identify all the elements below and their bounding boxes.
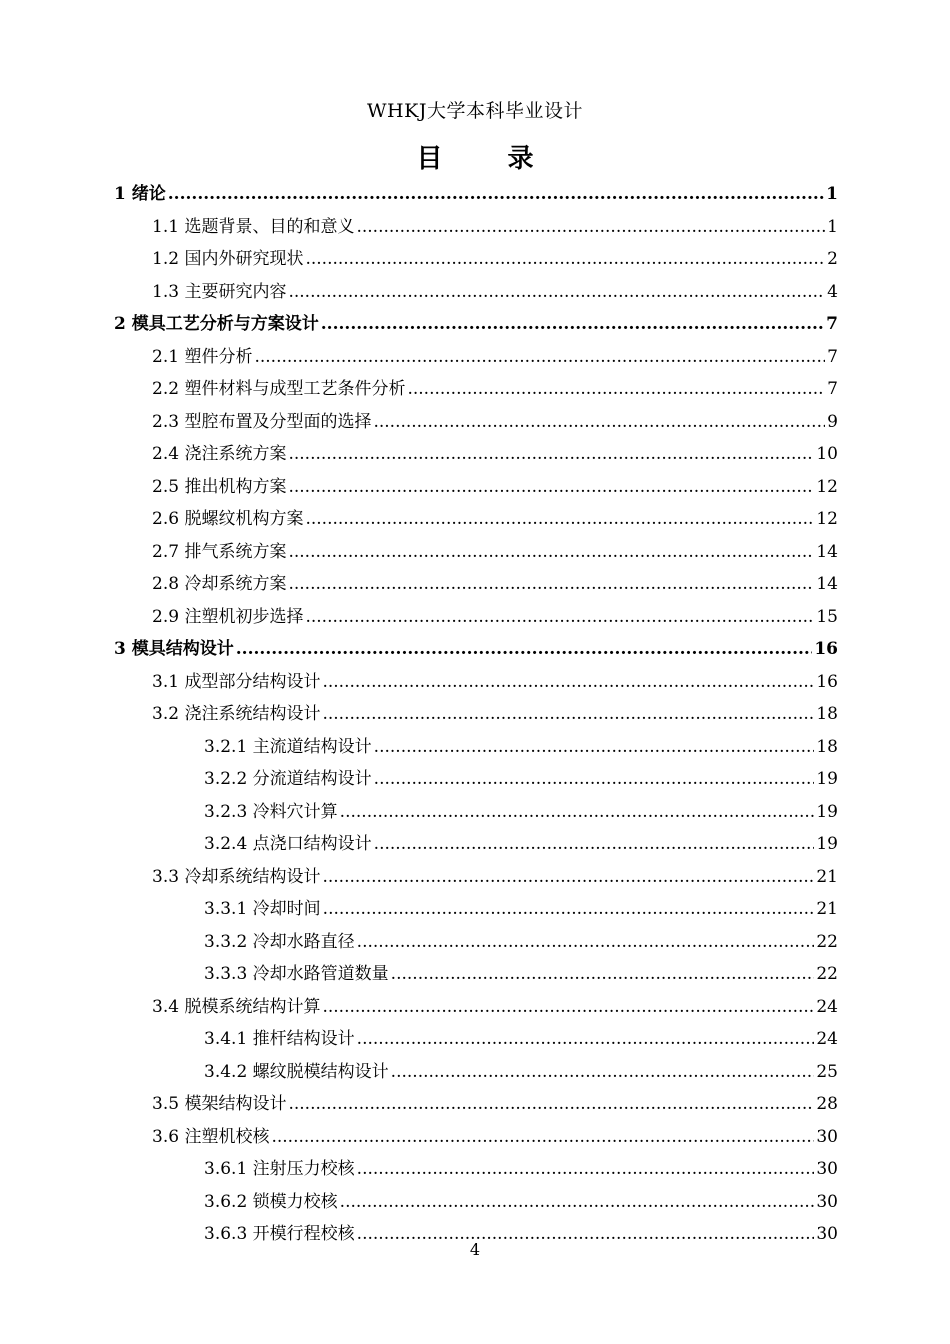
- toc-entry-page: 12: [816, 476, 838, 497]
- toc-entry-page: 15: [816, 606, 838, 627]
- toc-entry[interactable]: [114, 893, 838, 926]
- toc-entry-page: 2: [827, 249, 838, 269]
- toc-entry-label: 3.6.1 注射压力校核: [204, 1159, 355, 1179]
- toc-entry-page: 14: [816, 574, 838, 594]
- toc-entry-label: 1.2 国内外研究现状: [152, 249, 304, 269]
- toc-entry[interactable]: [114, 503, 838, 536]
- toc-entry[interactable]: [114, 568, 838, 601]
- dot-leader: [288, 568, 814, 601]
- toc-entry[interactable]: [114, 958, 838, 991]
- toc-entry[interactable]: [114, 211, 838, 244]
- toc-entry-page: 7: [827, 346, 838, 367]
- dot-leader: [288, 276, 825, 309]
- toc-entry-label: 3 模具结构设计: [114, 639, 234, 659]
- toc-entry[interactable]: [114, 698, 838, 731]
- toc-entry-page: 7: [827, 379, 838, 399]
- toc-entry-label: 3.3.3 冷却水路管道数量: [204, 964, 389, 984]
- toc-entry[interactable]: [114, 243, 838, 276]
- toc-entry-label: 1.3 主要研究内容: [152, 281, 287, 302]
- toc-entry-label: 3.2.4 点浇口结构设计: [204, 834, 372, 854]
- toc-entry-label: 2.1 塑件分析: [152, 346, 253, 367]
- dot-leader: [288, 1088, 814, 1121]
- toc-entry-page: 19: [816, 769, 838, 789]
- toc-entry-page: 18: [816, 736, 838, 757]
- dot-leader: [288, 471, 814, 504]
- toc-entry[interactable]: [114, 633, 838, 666]
- toc-entry-label: 1.1 选题背景、目的和意义: [152, 216, 355, 237]
- toc-entry-page: 28: [816, 1094, 838, 1114]
- toc-entry[interactable]: [114, 1186, 838, 1219]
- dot-leader: [373, 406, 825, 439]
- dot-leader: [340, 796, 815, 829]
- dot-leader: [288, 536, 814, 569]
- dot-leader: [322, 666, 814, 699]
- page-number: 4: [469, 1240, 481, 1259]
- toc-entry-page: 14: [816, 541, 838, 562]
- toc-entry-page: 1: [826, 184, 838, 204]
- dot-leader: [374, 731, 815, 764]
- toc-title: 目 录: [416, 144, 562, 174]
- dot-leader: [357, 1153, 815, 1186]
- toc-entry-label: 3.3 冷却系统结构设计: [152, 866, 321, 887]
- toc-entry-page: 24: [816, 996, 838, 1017]
- toc-entry[interactable]: [114, 1088, 838, 1121]
- dot-leader: [391, 958, 815, 991]
- dot-leader: [391, 1056, 815, 1089]
- toc-entry-page: 21: [816, 899, 838, 919]
- toc-entry[interactable]: [114, 406, 838, 439]
- toc-entry-page: 1: [827, 216, 838, 237]
- toc-entry[interactable]: [114, 828, 838, 861]
- toc-entry-page: 25: [816, 1061, 838, 1082]
- toc-entry-page: 10: [816, 444, 838, 464]
- toc-entry[interactable]: [114, 796, 838, 829]
- toc-entry-page: 16: [814, 639, 838, 659]
- toc-entry[interactable]: [114, 1121, 838, 1154]
- dot-leader: [323, 893, 815, 926]
- toc-entry[interactable]: [114, 536, 838, 569]
- toc-entry[interactable]: [114, 926, 838, 959]
- dot-leader: [407, 373, 825, 406]
- toc-entry-label: 3.3.2 冷却水路直径: [204, 931, 355, 952]
- toc-entry-label: 2.4 浇注系统方案: [152, 444, 287, 464]
- toc-entry-page: 22: [816, 931, 838, 952]
- toc-entry[interactable]: [114, 1023, 838, 1056]
- toc-entry-label: 3.2.1 主流道结构设计: [204, 736, 372, 757]
- dot-leader: [271, 1121, 814, 1154]
- toc-entry-page: 19: [816, 834, 838, 854]
- dot-leader: [321, 308, 824, 341]
- dot-leader: [305, 601, 814, 634]
- toc-entry-label: 2.8 冷却系统方案: [152, 574, 287, 594]
- toc-entry[interactable]: [114, 471, 838, 504]
- toc-entry-label: 3.5 模架结构设计: [152, 1094, 287, 1114]
- toc-entry-page: 19: [816, 801, 838, 822]
- toc-entry-label: 2.2 塑件材料与成型工艺条件分析: [152, 379, 406, 399]
- dot-leader: [236, 633, 813, 666]
- toc-entry-label: 3.6.2 锁模力校核: [204, 1191, 338, 1212]
- dot-leader: [254, 341, 825, 374]
- toc-entry-label: 2.7 排气系统方案: [152, 541, 287, 562]
- dot-leader: [357, 926, 815, 959]
- toc-entry-page: 4: [827, 281, 838, 302]
- toc-entry-page: 21: [816, 866, 838, 887]
- toc-entry-label: 1 绪论: [114, 184, 166, 204]
- toc-entry-label: 2.5 推出机构方案: [152, 476, 287, 497]
- dot-leader: [288, 438, 814, 471]
- toc-entry-page: 12: [816, 509, 838, 529]
- dot-leader: [305, 503, 814, 536]
- toc-entry[interactable]: [114, 373, 838, 406]
- toc-entry[interactable]: [114, 438, 838, 471]
- toc-entry[interactable]: [114, 763, 838, 796]
- toc-entry[interactable]: [114, 666, 838, 699]
- toc-entry-label: 3.4.2 螺纹脱模结构设计: [204, 1061, 389, 1082]
- dot-leader: [374, 828, 815, 861]
- toc-entry[interactable]: [114, 308, 838, 341]
- toc-entry-label: 3.6.3 开模行程校核: [204, 1224, 355, 1244]
- toc-entry[interactable]: [114, 1056, 838, 1089]
- toc-entry-label: 3.1 成型部分结构设计: [152, 671, 321, 692]
- toc-entry-label: 3.2.3 冷料穴计算: [204, 801, 338, 822]
- toc-entry-label: 2.3 型腔布置及分型面的选择: [152, 411, 372, 432]
- toc-entry-page: 30: [816, 1191, 838, 1212]
- toc-entry-label: 3.3.1 冷却时间: [204, 899, 321, 919]
- toc-entry[interactable]: [114, 601, 838, 634]
- toc-entry[interactable]: [114, 1153, 838, 1186]
- dot-leader: [357, 1023, 815, 1056]
- toc-entry-label: 2.9 注塑机初步选择: [152, 606, 304, 627]
- toc-entry-label: 3.2.2 分流道结构设计: [204, 769, 372, 789]
- toc-entry[interactable]: [114, 341, 838, 374]
- toc-entry-label: 3.2 浇注系统结构设计: [152, 704, 321, 724]
- toc-entry[interactable]: [114, 991, 838, 1024]
- running-header: WHKJ大学本科毕业设计: [367, 100, 583, 122]
- dot-leader: [305, 243, 825, 276]
- toc-entry-page: 24: [816, 1029, 838, 1049]
- toc-entry-label: 2.6 脱螺纹机构方案: [152, 509, 304, 529]
- toc-entry-page: 30: [816, 1126, 838, 1147]
- toc-entry[interactable]: [114, 178, 838, 211]
- dot-leader: [322, 698, 814, 731]
- toc-entry-page: 18: [816, 704, 838, 724]
- toc-entry-label: 3.4.1 推杆结构设计: [204, 1029, 355, 1049]
- toc-entry[interactable]: [114, 861, 838, 894]
- dot-leader: [356, 211, 825, 244]
- toc-entry-page: 22: [816, 964, 838, 984]
- toc-entry-page: 9: [827, 411, 838, 432]
- toc-entry-page: 16: [816, 671, 838, 692]
- dot-leader: [322, 991, 814, 1024]
- toc-entry-page: 30: [816, 1224, 838, 1244]
- toc-entry-page: 30: [816, 1159, 838, 1179]
- toc-entry[interactable]: [114, 276, 838, 309]
- dot-leader: [168, 178, 824, 211]
- dot-leader: [322, 861, 814, 894]
- dot-leader: [340, 1186, 815, 1219]
- toc-entry-label: 3.4 脱模系统结构计算: [152, 996, 321, 1017]
- dot-leader: [374, 763, 815, 796]
- toc-entry-label: 2 模具工艺分析与方案设计: [114, 314, 319, 334]
- toc-entry-page: 7: [826, 314, 838, 334]
- toc-entry[interactable]: [114, 731, 838, 764]
- table-of-contents: [114, 178, 838, 1251]
- toc-entry-label: 3.6 注塑机校核: [152, 1126, 270, 1147]
